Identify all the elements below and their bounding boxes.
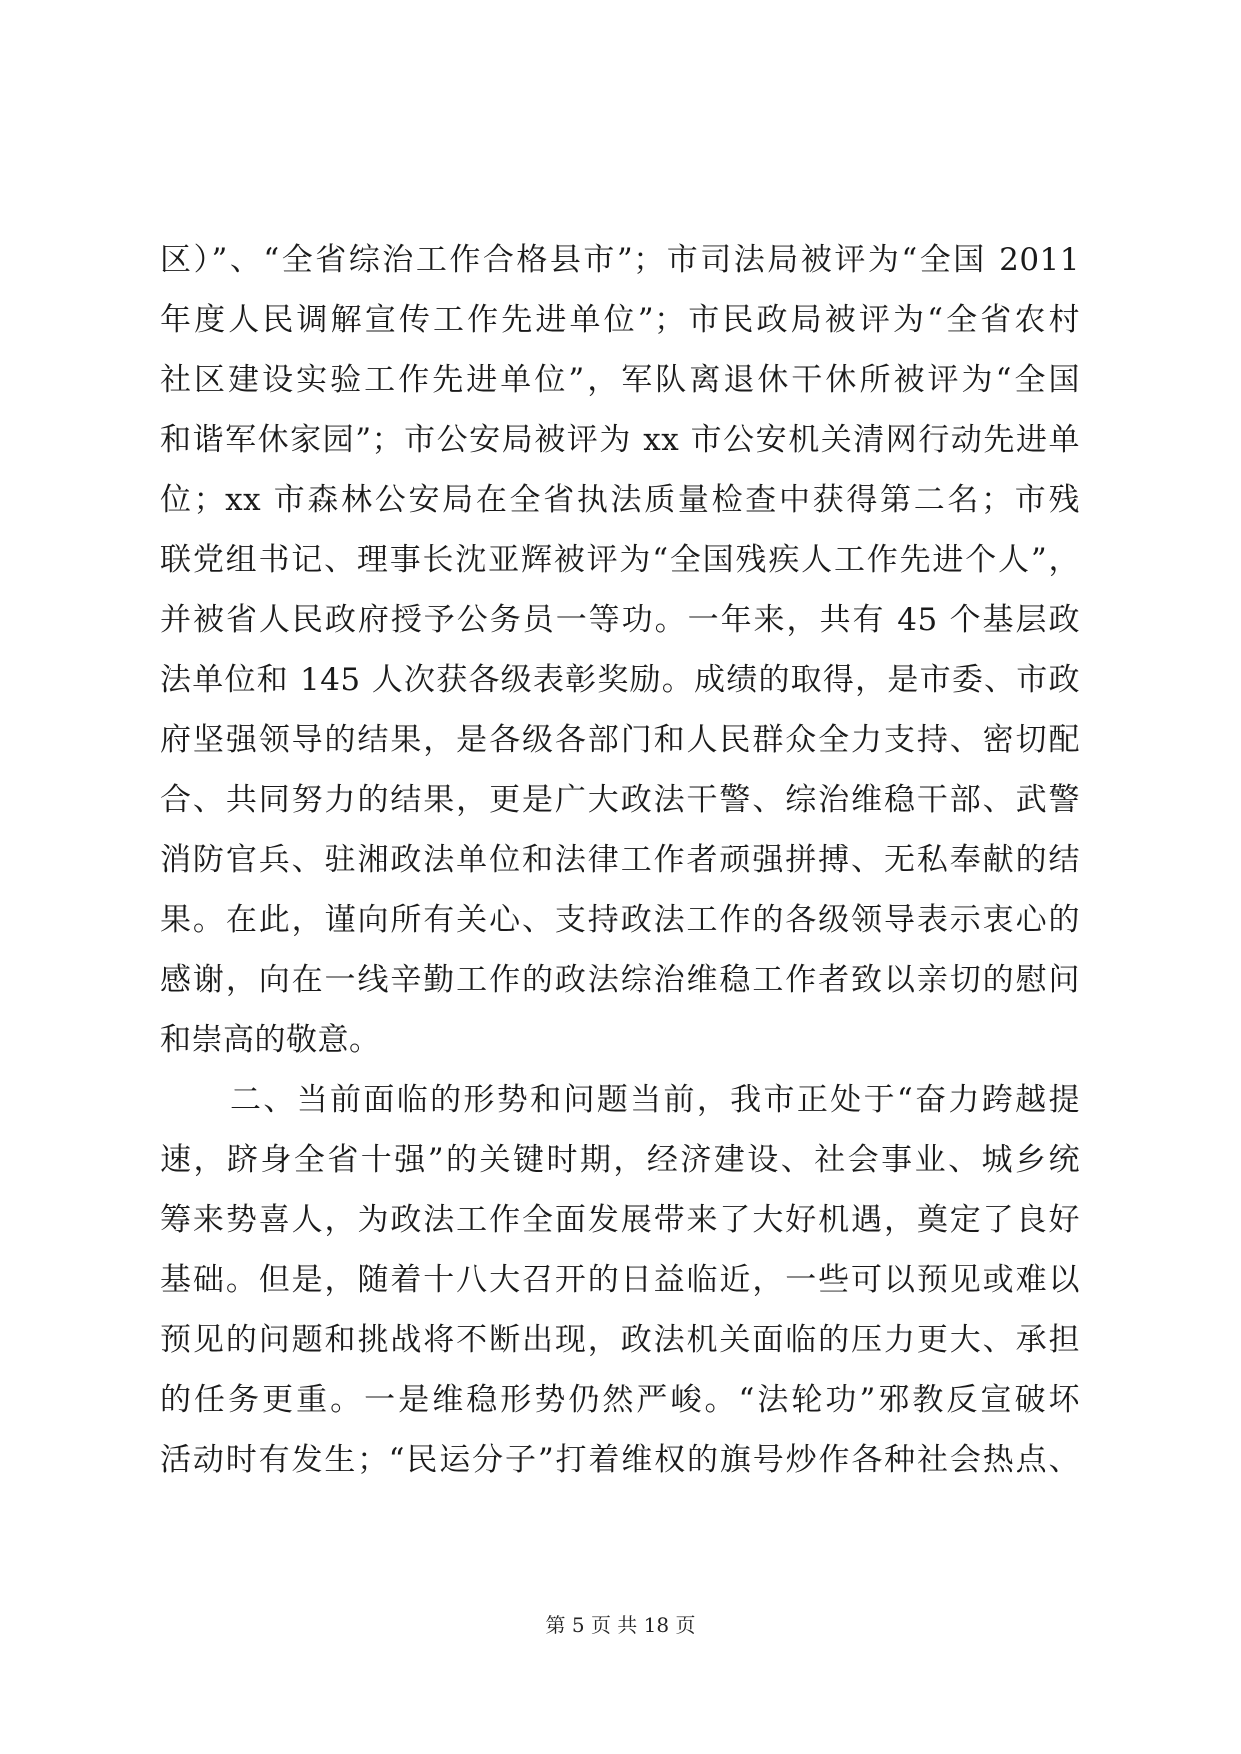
text-line: 区）”、“全省综治工作合格县市”；市司法局被评为“全国 2011 [160, 242, 1080, 278]
text-line: 社区建设实验工作先进单位”，军队离退休干休所被评为“全国 [160, 362, 1080, 398]
text-line: 筹来势喜人，为政法工作全面发展带来了大好机遇，奠定了良好 [160, 1202, 1080, 1238]
text-line: 合、共同努力的结果，更是广大政法干警、综治维稳干部、武警 [160, 782, 1080, 818]
text-line: 和崇高的敬意。 [160, 1022, 381, 1058]
document-body [160, 230, 1080, 1490]
text-line: 的任务更重。一是维稳形势仍然严峻。“法轮功”邪教反宣破坏 [160, 1382, 1080, 1418]
text-line: 感谢，向在一线辛勤工作的政法综治维稳工作者致以亲切的慰问 [160, 962, 1080, 998]
text-line: 活动时有发生；“民运分子”打着维权的旗号炒作各种社会热点、 [160, 1442, 1080, 1478]
page-number-footer: 第 5 页 共 18 页 [545, 1613, 696, 1637]
text-line: 府坚强领导的结果，是各级各部门和人民群众全力支持、密切配 [160, 722, 1080, 758]
text-line: 和谐军休家园”；市公安局被评为 xx 市公安机关清网行动先进单 [160, 422, 1080, 458]
text-line: 并被省人民政府授予公务员一等功。一年来，共有 45 个基层政 [160, 602, 1080, 638]
text-line: 联党组书记、理事长沈亚辉被评为“全国残疾人工作先进个人”， [160, 542, 1080, 578]
text-line: 速，跻身全省十强”的关键时期，经济建设、社会事业、城乡统 [160, 1142, 1080, 1178]
text-line: 位；xx 市森林公安局在全省执法质量检查中获得第二名；市残 [160, 482, 1080, 518]
section-heading-line: 二、当前面临的形势和问题当前，我市正处于“奋力跨越提 [230, 1082, 1080, 1118]
text-line: 果。在此，谨向所有关心、支持政法工作的各级领导表示衷心的 [160, 902, 1080, 938]
text-line: 基础。但是，随着十八大召开的日益临近，一些可以预见或难以 [160, 1262, 1080, 1298]
text-line: 消防官兵、驻湘政法单位和法律工作者顽强拼搏、无私奉献的结 [160, 842, 1080, 878]
text-line: 法单位和 145 人次获各级表彰奖励。成绩的取得，是市委、市政 [160, 662, 1080, 698]
text-line: 年度人民调解宣传工作先进单位”；市民政局被评为“全省农村 [160, 302, 1080, 338]
text-line: 预见的问题和挑战将不断出现，政法机关面临的压力更大、承担 [160, 1322, 1080, 1358]
